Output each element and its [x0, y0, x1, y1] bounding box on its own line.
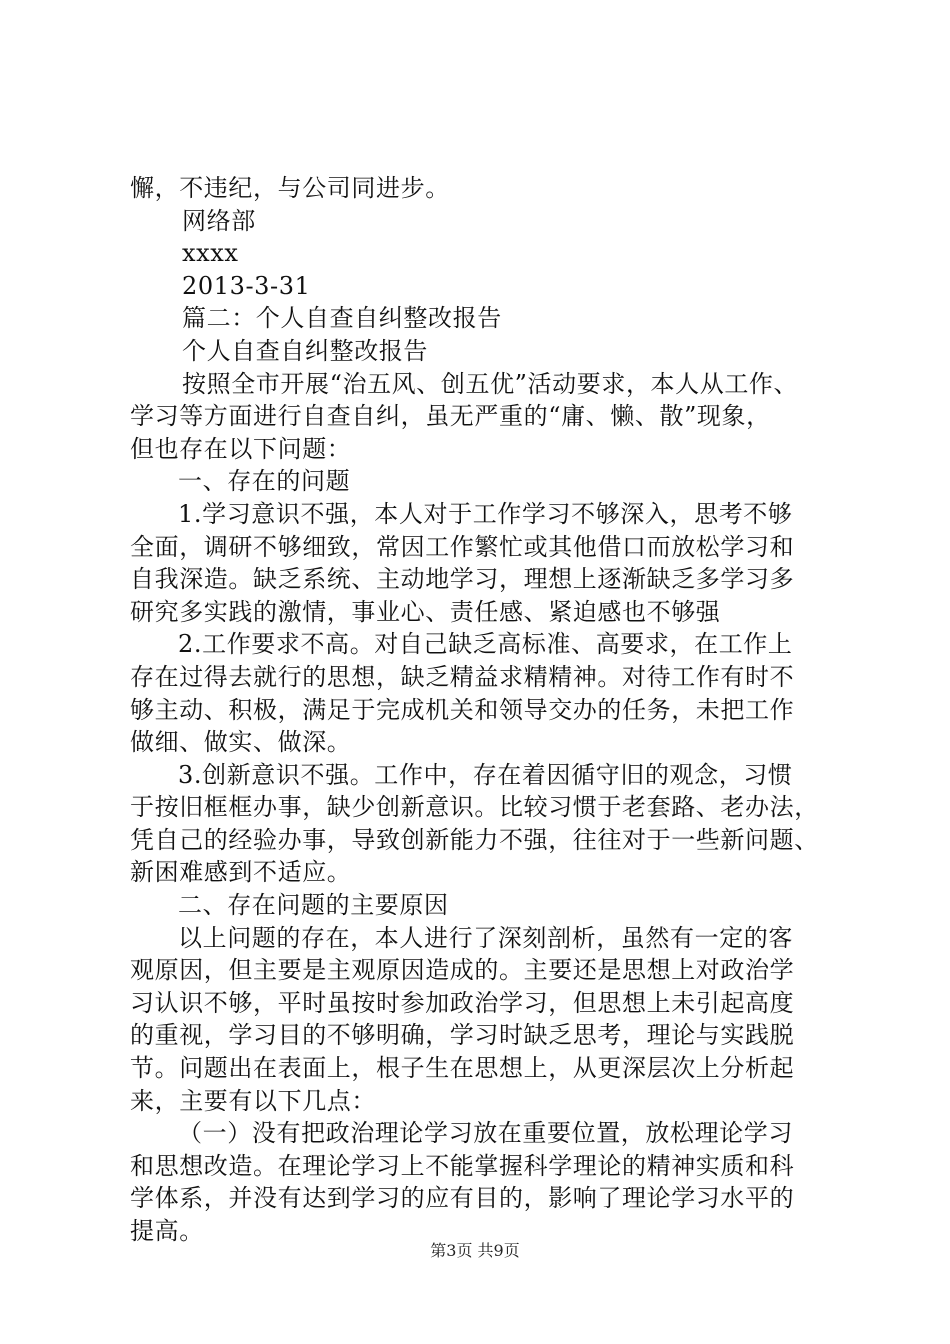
page-footer: 第3页 共9页: [430, 1241, 520, 1260]
text-line: 2.工作要求不高。对自己缺乏高标准、高要求，在工作上: [178, 630, 793, 659]
text-line: 懈，不违纪，与公司同进步。: [130, 174, 450, 202]
text-line: 存在过得去就行的思想，缺乏精益求精精神。对待工作有时不: [130, 662, 795, 691]
text-line: 习认识不够，平时虽按时参加政治学习，但思想上未引起高度: [130, 988, 795, 1017]
text-line: 学习等方面进行自查自纠，虽无严重的“庸、懒、散”现象，: [130, 402, 771, 431]
text-line: 以上问题的存在，本人进行了深刻剖析，虽然有一定的客: [178, 923, 793, 952]
text-line: 提高。: [130, 1217, 204, 1245]
text-line: 网络部: [182, 206, 256, 235]
text-line: 全面，调研不够细致，常因工作繁忙或其他借口而放松学习和: [130, 532, 795, 561]
document-body: [130, 172, 850, 1248]
text-line: 够主动、积极，满足于完成机关和领导交办的任务，未把工作: [130, 695, 795, 724]
text-line: 新困难感到不适应。: [130, 858, 352, 887]
text-line: 3.创新意识不强。工作中，存在着因循守旧的观念，习惯: [178, 760, 793, 789]
text-line: 研究多实践的激情，事业心、责任感、紧迫感也不够强: [130, 597, 721, 626]
text-line: 的重视，学习目的不够明确，学习时缺乏思考，理论与实践脱: [130, 1021, 795, 1050]
text-line: 凭自己的经验办事，导致创新能力不强，往往对于一些新问题、: [130, 825, 819, 854]
text-line: 一、存在的问题: [178, 467, 351, 496]
text-line: 二、存在问题的主要原因: [178, 891, 449, 920]
text-line: 节。问题出在表面上，根子生在思想上，从更深层次上分析起: [130, 1054, 795, 1083]
text-line: 于按旧框框办事，缺少创新意识。比较习惯于老套路、老办法，: [130, 793, 819, 822]
text-line: 来，主要有以下几点：: [130, 1086, 376, 1115]
text-line: 2013-3-31: [182, 271, 311, 300]
text-line: 1.学习意识不强，本人对于工作学习不够深入，思考不够: [178, 499, 793, 528]
text-line: 篇二：个人自查自纠整改报告: [182, 304, 502, 333]
text-line: 按照全市开展“治五风、创五优”活动要求，本人从工作、: [182, 369, 799, 398]
text-line: 但也存在以下问题：: [130, 434, 352, 463]
text-line: （一）没有把政治理论学习放在重要位置，放松理论学习: [178, 1119, 793, 1148]
text-line: 和思想改造。在理论学习上不能掌握科学理论的精神实质和科: [130, 1151, 795, 1180]
text-line: 学体系，并没有达到学习的应有目的，影响了理论学习水平的: [130, 1184, 795, 1213]
text-line: 个人自查自纠整改报告: [182, 336, 428, 365]
text-line: 做细、做实、做深。: [130, 728, 352, 757]
text-line: 自我深造。缺乏系统、主动地学习，理想上逐渐缺乏多学习多: [130, 565, 795, 594]
text-line: xxxx: [182, 239, 239, 268]
text-line: 观原因，但主要是主观原因造成的。主要还是思想上对政治学: [130, 956, 795, 985]
